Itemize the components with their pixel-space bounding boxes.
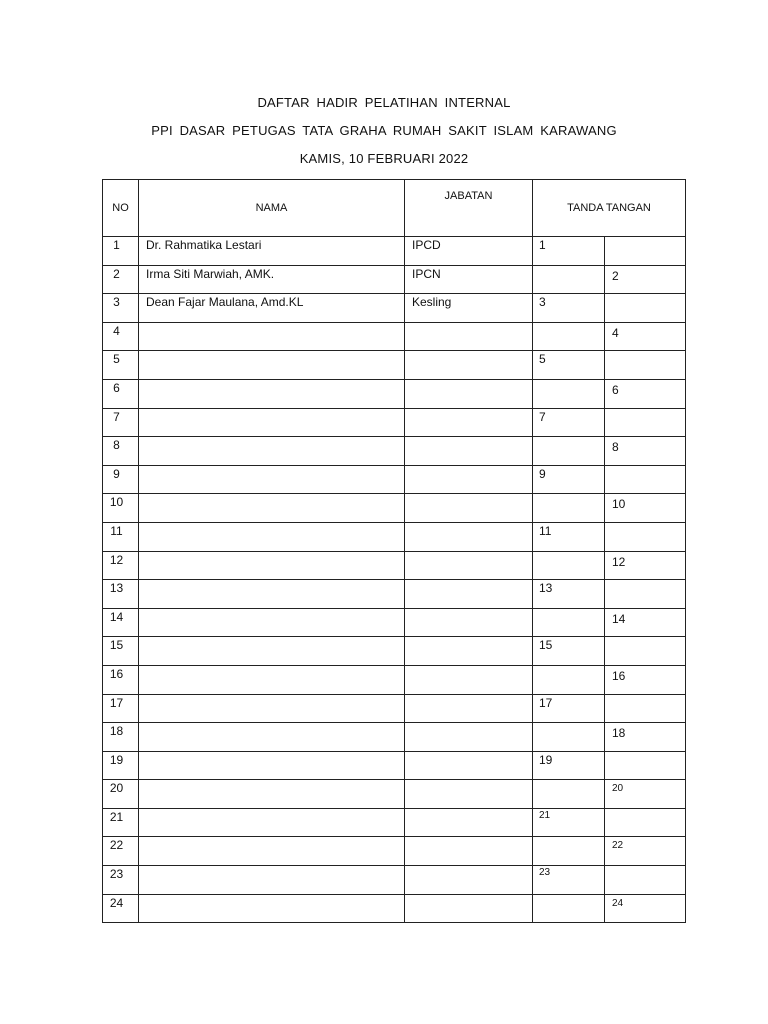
row-name: Dr. Rahmatika Lestari xyxy=(139,237,405,266)
row-jabatan: Kesling xyxy=(405,294,533,323)
signature-cell-left: 9 xyxy=(533,465,605,494)
signature-cell-right xyxy=(605,866,686,895)
table-row xyxy=(103,265,686,294)
row-number: 15 xyxy=(103,637,139,666)
signature-cell-left xyxy=(533,265,605,294)
row-name xyxy=(139,379,405,408)
row-name xyxy=(139,837,405,866)
row-number: 6 xyxy=(103,379,139,408)
signature-cell-right: 12 xyxy=(605,551,686,580)
document-date: KAMIS, 10 FEBRUARI 2022 xyxy=(299,151,469,166)
row-number: 18 xyxy=(103,723,139,752)
table-row xyxy=(103,723,686,752)
table-header-row xyxy=(103,180,686,237)
row-name: Dean Fajar Maulana, Amd.KL xyxy=(139,294,405,323)
signature-cell-right xyxy=(605,465,686,494)
row-number: 23 xyxy=(103,866,139,895)
table-row xyxy=(103,694,686,723)
table-row xyxy=(103,551,686,580)
row-name xyxy=(139,808,405,837)
table-row xyxy=(103,866,686,895)
document-subtitle: PPI DASAR PETUGAS TATA GRAHA RUMAH SAKIT ISLAM KARAWANG xyxy=(151,123,617,138)
signature-cell-left xyxy=(533,665,605,694)
row-name xyxy=(139,408,405,437)
row-name xyxy=(139,580,405,609)
row-jabatan xyxy=(405,465,533,494)
row-name xyxy=(139,465,405,494)
row-jabatan xyxy=(405,665,533,694)
row-jabatan xyxy=(405,580,533,609)
row-jabatan xyxy=(405,437,533,466)
signature-cell-right xyxy=(605,694,686,723)
row-jabatan xyxy=(405,894,533,923)
table-row xyxy=(103,894,686,923)
signature-cell-right: 14 xyxy=(605,608,686,637)
signature-cell-right xyxy=(605,294,686,323)
signature-cell-left xyxy=(533,437,605,466)
table-row xyxy=(103,665,686,694)
signature-cell-left: 1 xyxy=(533,237,605,266)
table-row xyxy=(103,494,686,523)
signature-cell-left xyxy=(533,723,605,752)
row-number: 9 xyxy=(103,465,139,494)
signature-cell-left xyxy=(533,322,605,351)
row-jabatan xyxy=(405,808,533,837)
table-row xyxy=(103,808,686,837)
row-jabatan xyxy=(405,837,533,866)
row-jabatan xyxy=(405,608,533,637)
column-header-jabatan: JABATAN xyxy=(405,180,533,237)
table-row xyxy=(103,608,686,637)
signature-cell-left: 23 xyxy=(533,866,605,895)
signature-cell-left: 7 xyxy=(533,408,605,437)
table-row xyxy=(103,780,686,809)
row-number: 16 xyxy=(103,665,139,694)
row-jabatan xyxy=(405,522,533,551)
column-header-no: NO xyxy=(103,180,139,237)
row-jabatan xyxy=(405,408,533,437)
signature-cell-left: 17 xyxy=(533,694,605,723)
signature-cell-left: 11 xyxy=(533,522,605,551)
row-number: 7 xyxy=(103,408,139,437)
signature-cell-right: 20 xyxy=(605,780,686,809)
row-jabatan xyxy=(405,780,533,809)
signature-cell-left: 13 xyxy=(533,580,605,609)
table-row xyxy=(103,465,686,494)
row-number: 19 xyxy=(103,751,139,780)
row-number: 5 xyxy=(103,351,139,380)
table-body xyxy=(103,237,686,923)
table-row xyxy=(103,837,686,866)
signature-cell-right xyxy=(605,351,686,380)
signature-cell-right: 8 xyxy=(605,437,686,466)
signature-cell-left xyxy=(533,608,605,637)
signature-cell-left xyxy=(533,837,605,866)
signature-cell-right: 4 xyxy=(605,322,686,351)
row-jabatan xyxy=(405,351,533,380)
row-name xyxy=(139,608,405,637)
signature-cell-right xyxy=(605,408,686,437)
signature-cell-left xyxy=(533,379,605,408)
row-jabatan: IPCN xyxy=(405,265,533,294)
row-name xyxy=(139,780,405,809)
row-name xyxy=(139,437,405,466)
signature-cell-right: 6 xyxy=(605,379,686,408)
row-name xyxy=(139,665,405,694)
row-name xyxy=(139,494,405,523)
table-row xyxy=(103,322,686,351)
row-number: 13 xyxy=(103,580,139,609)
table-row xyxy=(103,522,686,551)
row-number: 11 xyxy=(103,522,139,551)
row-name xyxy=(139,522,405,551)
signature-cell-right: 24 xyxy=(605,894,686,923)
row-jabatan xyxy=(405,494,533,523)
table-row xyxy=(103,437,686,466)
row-number: 2 xyxy=(103,265,139,294)
attendance-table xyxy=(102,179,686,923)
row-jabatan xyxy=(405,551,533,580)
table-row xyxy=(103,408,686,437)
row-jabatan xyxy=(405,866,533,895)
signature-cell-right: 2 xyxy=(605,265,686,294)
signature-cell-right: 18 xyxy=(605,723,686,752)
row-number: 1 xyxy=(103,237,139,266)
table-row xyxy=(103,379,686,408)
row-name xyxy=(139,723,405,752)
row-jabatan xyxy=(405,694,533,723)
signature-cell-right: 22 xyxy=(605,837,686,866)
row-name xyxy=(139,322,405,351)
signature-cell-right: 16 xyxy=(605,665,686,694)
row-name xyxy=(139,751,405,780)
row-number: 10 xyxy=(103,494,139,523)
row-number: 20 xyxy=(103,780,139,809)
row-number: 14 xyxy=(103,608,139,637)
signature-cell-left xyxy=(533,780,605,809)
column-header-tanda-tangan: TANDA TANGAN xyxy=(533,180,686,237)
row-name xyxy=(139,551,405,580)
signature-cell-right xyxy=(605,751,686,780)
signature-cell-left: 3 xyxy=(533,294,605,323)
row-number: 24 xyxy=(103,894,139,923)
row-name xyxy=(139,637,405,666)
row-jabatan: IPCD xyxy=(405,237,533,266)
table-row xyxy=(103,294,686,323)
signature-cell-left xyxy=(533,551,605,580)
document-title: DAFTAR HADIR PELATIHAN INTERNAL xyxy=(257,95,511,110)
table-row xyxy=(103,580,686,609)
row-jabatan xyxy=(405,322,533,351)
row-number: 8 xyxy=(103,437,139,466)
row-jabatan xyxy=(405,751,533,780)
signature-cell-left: 15 xyxy=(533,637,605,666)
row-name: Irma Siti Marwiah, AMK. xyxy=(139,265,405,294)
row-number: 12 xyxy=(103,551,139,580)
row-jabatan xyxy=(405,723,533,752)
row-number: 22 xyxy=(103,837,139,866)
row-jabatan xyxy=(405,637,533,666)
table-row xyxy=(103,237,686,266)
signature-cell-left: 5 xyxy=(533,351,605,380)
table-row xyxy=(103,637,686,666)
signature-cell-left xyxy=(533,894,605,923)
signature-cell-right xyxy=(605,522,686,551)
row-name xyxy=(139,894,405,923)
column-header-nama: NAMA xyxy=(139,180,405,237)
row-name xyxy=(139,694,405,723)
signature-cell-right xyxy=(605,580,686,609)
signature-cell-right xyxy=(605,237,686,266)
signature-cell-left xyxy=(533,494,605,523)
row-name xyxy=(139,351,405,380)
row-name xyxy=(139,866,405,895)
table-row xyxy=(103,751,686,780)
row-number: 4 xyxy=(103,322,139,351)
row-number: 21 xyxy=(103,808,139,837)
signature-cell-right xyxy=(605,808,686,837)
row-number: 17 xyxy=(103,694,139,723)
signature-cell-left: 21 xyxy=(533,808,605,837)
signature-cell-right: 10 xyxy=(605,494,686,523)
row-jabatan xyxy=(405,379,533,408)
signature-cell-right xyxy=(605,637,686,666)
row-number: 3 xyxy=(103,294,139,323)
table-row xyxy=(103,351,686,380)
signature-cell-left: 19 xyxy=(533,751,605,780)
